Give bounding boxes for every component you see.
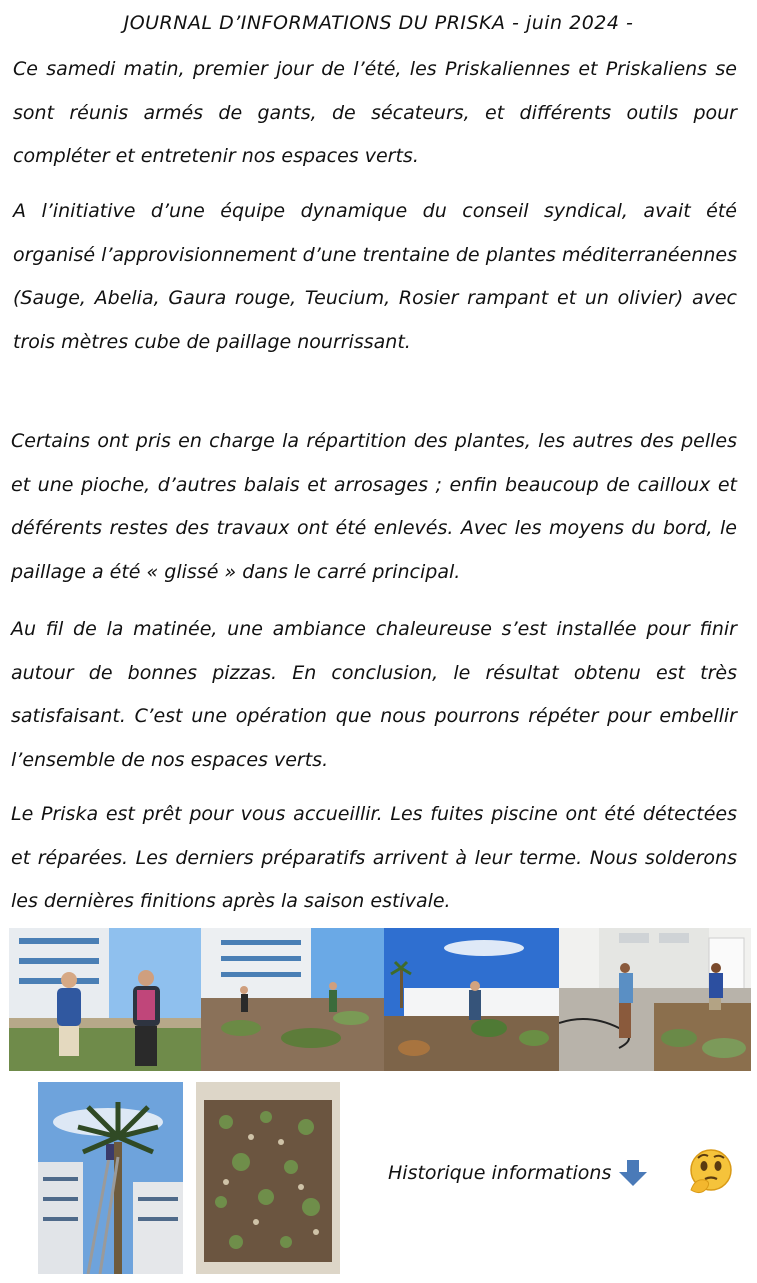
photo-residents-portrait <box>9 928 201 1071</box>
thinking-face-icon <box>681 1146 739 1198</box>
paragraph-ambiance: Au fil de la matinée, une ambiance chaleureuse s’est installée pour finir autour de bonnes pizzas. En conclusion, le résultat obtenu est très satisfaisant. C’est une opération que nous pourrons répéter pour embellir l’ensemble de nos espaces verts. <box>11 618 737 771</box>
paragraph-intro: Ce samedi matin, premier jour de l’été, les Priskaliennes et Priskaliens se sont réunis armés de gants, de sécateurs, et différents outils pour compléter et entretenir nos espaces verts. <box>13 58 737 167</box>
photo-palm-pruning <box>38 1082 183 1274</box>
photo-watering <box>559 928 751 1071</box>
history-link[interactable] <box>388 1158 649 1188</box>
paragraph-ready: Le Priska est prêt pour vous accueillir. Les fuites piscine ont été détectées et réparées. Les derniers préparatifs arrivent à leur terme. Nous solderons les dernières finitions après la saison estivale. <box>11 803 737 912</box>
paragraph-plants: A l’initiative d’une équipe dynamique du conseil syndical, avait été organisé l’approvisionnement d’une trentaine de plantes méditerranéennes (Sauge, Abelia, Gaura rouge, Teucium, Rosier rampant et un olivier) avec trois mètres cube de paillage nourrissant. <box>13 200 737 353</box>
photo-planting-palm <box>384 928 559 1071</box>
history-label[interactable]: Historique informations <box>388 1162 612 1184</box>
photo-garden-bed <box>201 928 384 1071</box>
newsletter-title: JOURNAL D’INFORMATIONS DU PRISKA - juin 2024 - <box>123 12 634 34</box>
paragraph-tasks: Certains ont pris en charge la répartition des plantes, les autres des pelles et une pioche, d’autres balais et arrosages ; enfin beaucoup de cailloux et déférents restes des travaux ont été enlevés. Avec les moyens du bord, le paillage a été « glissé » dans le carré principal. <box>11 430 737 583</box>
arrow-down-icon[interactable] <box>617 1158 649 1188</box>
photo-garden-square <box>196 1082 340 1274</box>
